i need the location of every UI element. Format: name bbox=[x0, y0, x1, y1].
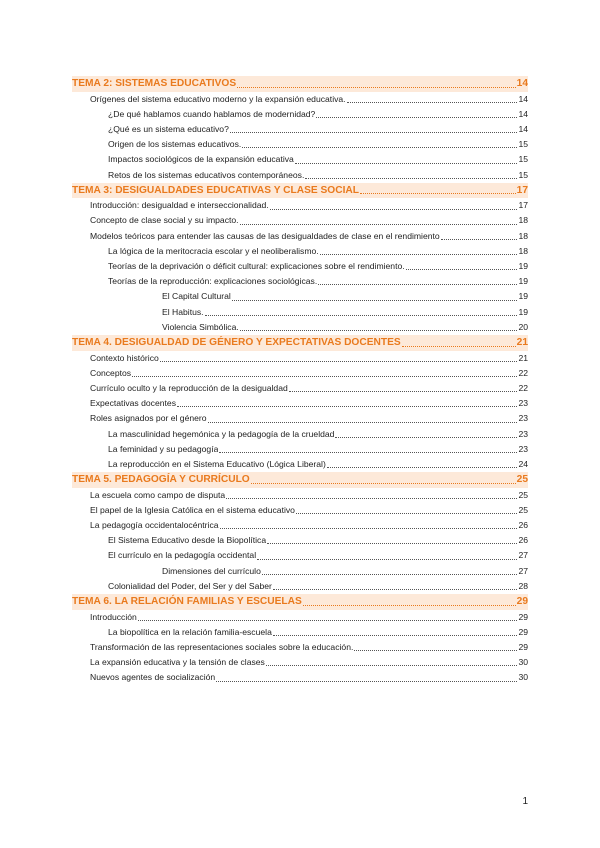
toc-entry-page: 26 bbox=[518, 535, 528, 546]
toc-entry[interactable] bbox=[72, 579, 528, 594]
toc-entry[interactable] bbox=[72, 533, 528, 548]
toc-entry-page: 23 bbox=[518, 443, 528, 454]
toc-entry[interactable] bbox=[72, 625, 528, 640]
toc-entry-title: Currículo oculto y la reproducción de la desigualdad bbox=[90, 382, 288, 393]
toc-entry-page: 23 bbox=[518, 428, 528, 439]
toc-entry-title: Introducción bbox=[90, 611, 137, 622]
dot-leader bbox=[296, 512, 518, 514]
dot-leader bbox=[360, 192, 516, 194]
toc-entry[interactable] bbox=[72, 411, 528, 426]
dot-leader bbox=[295, 162, 518, 164]
toc-entry[interactable] bbox=[72, 503, 528, 518]
toc-entry-page: 22 bbox=[518, 382, 528, 393]
toc-entry[interactable] bbox=[72, 305, 528, 320]
toc-entry-page: 23 bbox=[518, 398, 528, 409]
toc-entry-title: TEMA 5. PEDAGOGÍA Y CURRÍCULO bbox=[72, 474, 250, 486]
toc-entry-title: La expansión educativa y la tensión de clases bbox=[90, 657, 265, 668]
toc-entry-title: TEMA 6. LA RELACIÓN FAMILIAS Y ESCUELAS bbox=[72, 596, 302, 607]
toc-entry-title: Dimensiones del currículo bbox=[162, 565, 261, 576]
toc-entry-title: Teorías de la deprivación o déficit cultural: explicaciones sobre el rendimiento. bbox=[108, 261, 405, 272]
toc-entry[interactable] bbox=[72, 229, 528, 244]
toc-entry[interactable] bbox=[72, 198, 528, 213]
toc-entry-page: 23 bbox=[518, 413, 528, 424]
toc-entry-title: La feminidad y su pedagogía bbox=[108, 443, 219, 454]
dot-leader bbox=[289, 390, 518, 392]
toc-entry-title: La reproducción en el Sistema Educativo (Lógica Liberal) bbox=[108, 458, 326, 469]
toc-entry-page: 20 bbox=[518, 321, 528, 332]
toc-entry-title: El papel de la Iglesia Católica en el sistema educativo bbox=[90, 504, 295, 515]
dot-leader bbox=[240, 329, 518, 331]
toc-entry-title: Introducción: desigualdad e interseccionalidad. bbox=[90, 200, 269, 211]
dot-leader bbox=[242, 146, 517, 148]
toc-entry-page: 29 bbox=[518, 611, 528, 622]
toc-entry[interactable] bbox=[72, 564, 528, 579]
toc-entry-title: Roles asignados por el género bbox=[90, 413, 207, 424]
toc-entry[interactable] bbox=[72, 107, 528, 122]
toc-entry-page: 19 bbox=[518, 276, 528, 287]
dot-leader bbox=[237, 86, 516, 88]
toc-entry-page: 19 bbox=[518, 291, 528, 302]
dot-leader bbox=[347, 101, 518, 103]
dot-leader bbox=[270, 208, 518, 210]
toc-entry-page: 25 bbox=[516, 474, 528, 486]
toc-entry-title: La masculinidad hegemónica y la pedagogía de la crueldad bbox=[108, 428, 335, 439]
toc-entry-title: El Capital Cultural bbox=[162, 291, 231, 302]
toc-entry-page: 18 bbox=[518, 215, 528, 226]
toc-entry-title: El currículo en la pedagogía occidental bbox=[108, 550, 257, 561]
toc-entry-title: Impactos sociológicos de la expansión educativa bbox=[108, 154, 294, 165]
toc-chapter-heading[interactable] bbox=[72, 594, 528, 610]
toc-entry-page: 29 bbox=[518, 626, 528, 637]
toc-entry[interactable] bbox=[72, 655, 528, 670]
toc-entry-page: 18 bbox=[518, 230, 528, 241]
toc-entry[interactable] bbox=[72, 396, 528, 411]
toc-chapter-heading[interactable] bbox=[72, 183, 528, 199]
dot-leader bbox=[257, 558, 517, 560]
toc-entry-page: 15 bbox=[518, 169, 528, 180]
toc-entry-page: 25 bbox=[518, 504, 528, 515]
toc-entry-title: TEMA 2: SISTEMAS EDUCATIVOS bbox=[72, 78, 237, 89]
toc-entry-title: Teorías de la reproducción: explicaciones sociológicas. bbox=[108, 276, 318, 287]
toc-entry[interactable] bbox=[72, 274, 528, 289]
toc-entry-page: 17 bbox=[516, 184, 528, 196]
toc-entry[interactable] bbox=[72, 289, 528, 304]
toc-entry-title: ¿Qué es un sistema educativo? bbox=[108, 123, 229, 134]
toc-entry-title: Nuevos agentes de socialización bbox=[90, 672, 216, 683]
dot-leader bbox=[205, 314, 518, 316]
dot-leader bbox=[402, 345, 516, 347]
dot-leader bbox=[226, 497, 517, 499]
dot-leader bbox=[208, 421, 518, 423]
toc-entry-page: 27 bbox=[518, 565, 528, 576]
toc-entry-page: 14 bbox=[516, 78, 528, 89]
dot-leader bbox=[132, 375, 517, 377]
dot-leader bbox=[354, 649, 517, 651]
toc-entry-page: 15 bbox=[518, 154, 528, 165]
dot-leader bbox=[262, 573, 518, 575]
toc-entry-title: Origen de los sistemas educativos. bbox=[108, 139, 242, 150]
toc-entry-title: El Sistema Educativo desde la Biopolítica bbox=[108, 535, 267, 546]
toc-entry[interactable] bbox=[72, 640, 528, 655]
toc-entry[interactable] bbox=[72, 670, 528, 685]
toc-entry[interactable] bbox=[72, 610, 528, 625]
dot-leader bbox=[406, 268, 518, 270]
toc-entry-title: Colonialidad del Poder, del Ser y del Saber bbox=[108, 580, 272, 591]
toc-entry[interactable] bbox=[72, 244, 528, 259]
toc-entry[interactable] bbox=[72, 381, 528, 396]
toc-entry-page: 14 bbox=[518, 108, 528, 119]
toc-entry[interactable] bbox=[72, 152, 528, 167]
toc-entry-page: 25 bbox=[518, 489, 528, 500]
toc-entry-title: ¿De qué hablamos cuando hablamos de modernidad? bbox=[108, 108, 316, 119]
toc-entry-page: 24 bbox=[518, 458, 528, 469]
toc-entry[interactable] bbox=[72, 137, 528, 152]
toc-entry-title: Retos de los sistemas educativos contemporáneos. bbox=[108, 169, 305, 180]
toc-chapter-heading[interactable] bbox=[72, 335, 528, 351]
toc-entry-title: La biopolítica en la relación familia-escuela bbox=[108, 626, 272, 637]
toc-entry-title: Modelos teóricos para entender las causas de las desigualdades de clase en el rendimiento bbox=[90, 230, 440, 241]
dot-leader bbox=[316, 116, 517, 118]
toc-entry[interactable] bbox=[72, 548, 528, 563]
dot-leader bbox=[266, 664, 518, 666]
toc-entry-page: 21 bbox=[516, 337, 528, 348]
toc-entry-page: 15 bbox=[518, 139, 528, 150]
toc-entry[interactable] bbox=[72, 259, 528, 274]
dot-leader bbox=[320, 253, 518, 255]
dot-leader bbox=[232, 299, 518, 301]
toc-entry-page: 29 bbox=[516, 596, 528, 607]
toc-entry-page: 14 bbox=[518, 123, 528, 134]
toc-entry-page: 17 bbox=[518, 200, 528, 211]
toc-entry-title: Contexto histórico bbox=[90, 352, 159, 363]
toc-entry[interactable] bbox=[72, 351, 528, 366]
dot-leader bbox=[267, 542, 517, 544]
toc-entry[interactable] bbox=[72, 366, 528, 381]
dot-leader bbox=[219, 451, 517, 453]
toc-entry[interactable] bbox=[72, 320, 528, 335]
toc-entry-title: Concepto de clase social y su impacto. bbox=[90, 215, 239, 226]
toc-entry[interactable] bbox=[72, 92, 528, 107]
dot-leader bbox=[216, 680, 517, 682]
toc-entry[interactable] bbox=[72, 168, 528, 183]
toc-entry-page: 26 bbox=[518, 520, 528, 531]
dot-leader bbox=[138, 619, 518, 621]
toc-entry-page: 19 bbox=[518, 306, 528, 317]
toc-entry-title: Orígenes del sistema educativo moderno y la expansión educativa. bbox=[90, 93, 346, 104]
toc-chapter-heading[interactable] bbox=[72, 472, 528, 488]
toc-entry-title: El Habitus. bbox=[162, 306, 204, 317]
toc-entry-page: 30 bbox=[518, 657, 528, 668]
toc-entry[interactable] bbox=[72, 427, 528, 442]
toc-entry-page: 27 bbox=[518, 550, 528, 561]
toc-entry-title: Transformación de las representaciones sociales sobre la educación. bbox=[90, 641, 354, 652]
toc-entry-page: 19 bbox=[518, 261, 528, 272]
toc-chapter-heading[interactable] bbox=[72, 76, 528, 92]
toc-entry-page: 28 bbox=[518, 580, 528, 591]
table-of-contents bbox=[72, 76, 528, 686]
toc-entry-page: 29 bbox=[518, 641, 528, 652]
dot-leader bbox=[220, 527, 518, 529]
dot-leader bbox=[327, 466, 518, 468]
dot-leader bbox=[273, 588, 518, 590]
toc-entry-title: TEMA 3: DESIGUALDADES EDUCATIVAS Y CLASE SOCIAL bbox=[72, 184, 359, 196]
dot-leader bbox=[240, 223, 518, 225]
dot-leader bbox=[273, 634, 518, 636]
toc-entry-page: 22 bbox=[518, 367, 528, 378]
dot-leader bbox=[177, 405, 517, 407]
toc-entry[interactable] bbox=[72, 122, 528, 137]
toc-entry-title: TEMA 4. DESIGUALDAD DE GÉNERO Y EXPECTATIVAS DOCENTES bbox=[72, 337, 401, 348]
toc-entry-title: Expectativas docentes bbox=[90, 398, 176, 409]
page-number: 1 bbox=[522, 796, 528, 807]
toc-entry-title: La pedagogía occidentalocéntrica bbox=[90, 520, 219, 531]
dot-leader bbox=[160, 360, 518, 362]
toc-entry-title: La lógica de la meritocracia escolar y el neoliberalismo. bbox=[108, 245, 319, 256]
toc-entry[interactable] bbox=[72, 518, 528, 533]
toc-entry-title: Conceptos bbox=[90, 367, 132, 378]
dot-leader bbox=[230, 131, 518, 133]
toc-entry-page: 18 bbox=[518, 245, 528, 256]
toc-entry-page: 21 bbox=[518, 352, 528, 363]
toc-entry-page: 30 bbox=[518, 672, 528, 683]
toc-entry-page: 14 bbox=[518, 93, 528, 104]
toc-entry-title: La escuela como campo de disputa bbox=[90, 489, 226, 500]
dot-leader bbox=[305, 177, 517, 179]
toc-entry[interactable] bbox=[72, 457, 528, 472]
toc-entry[interactable] bbox=[72, 214, 528, 229]
dot-leader bbox=[335, 436, 517, 438]
dot-leader bbox=[303, 604, 516, 606]
dot-leader bbox=[441, 238, 518, 240]
dot-leader bbox=[318, 283, 517, 285]
toc-entry[interactable] bbox=[72, 442, 528, 457]
dot-leader bbox=[251, 482, 516, 484]
toc-entry[interactable] bbox=[72, 488, 528, 503]
toc-entry-title: Violencia Simbólica. bbox=[162, 321, 239, 332]
